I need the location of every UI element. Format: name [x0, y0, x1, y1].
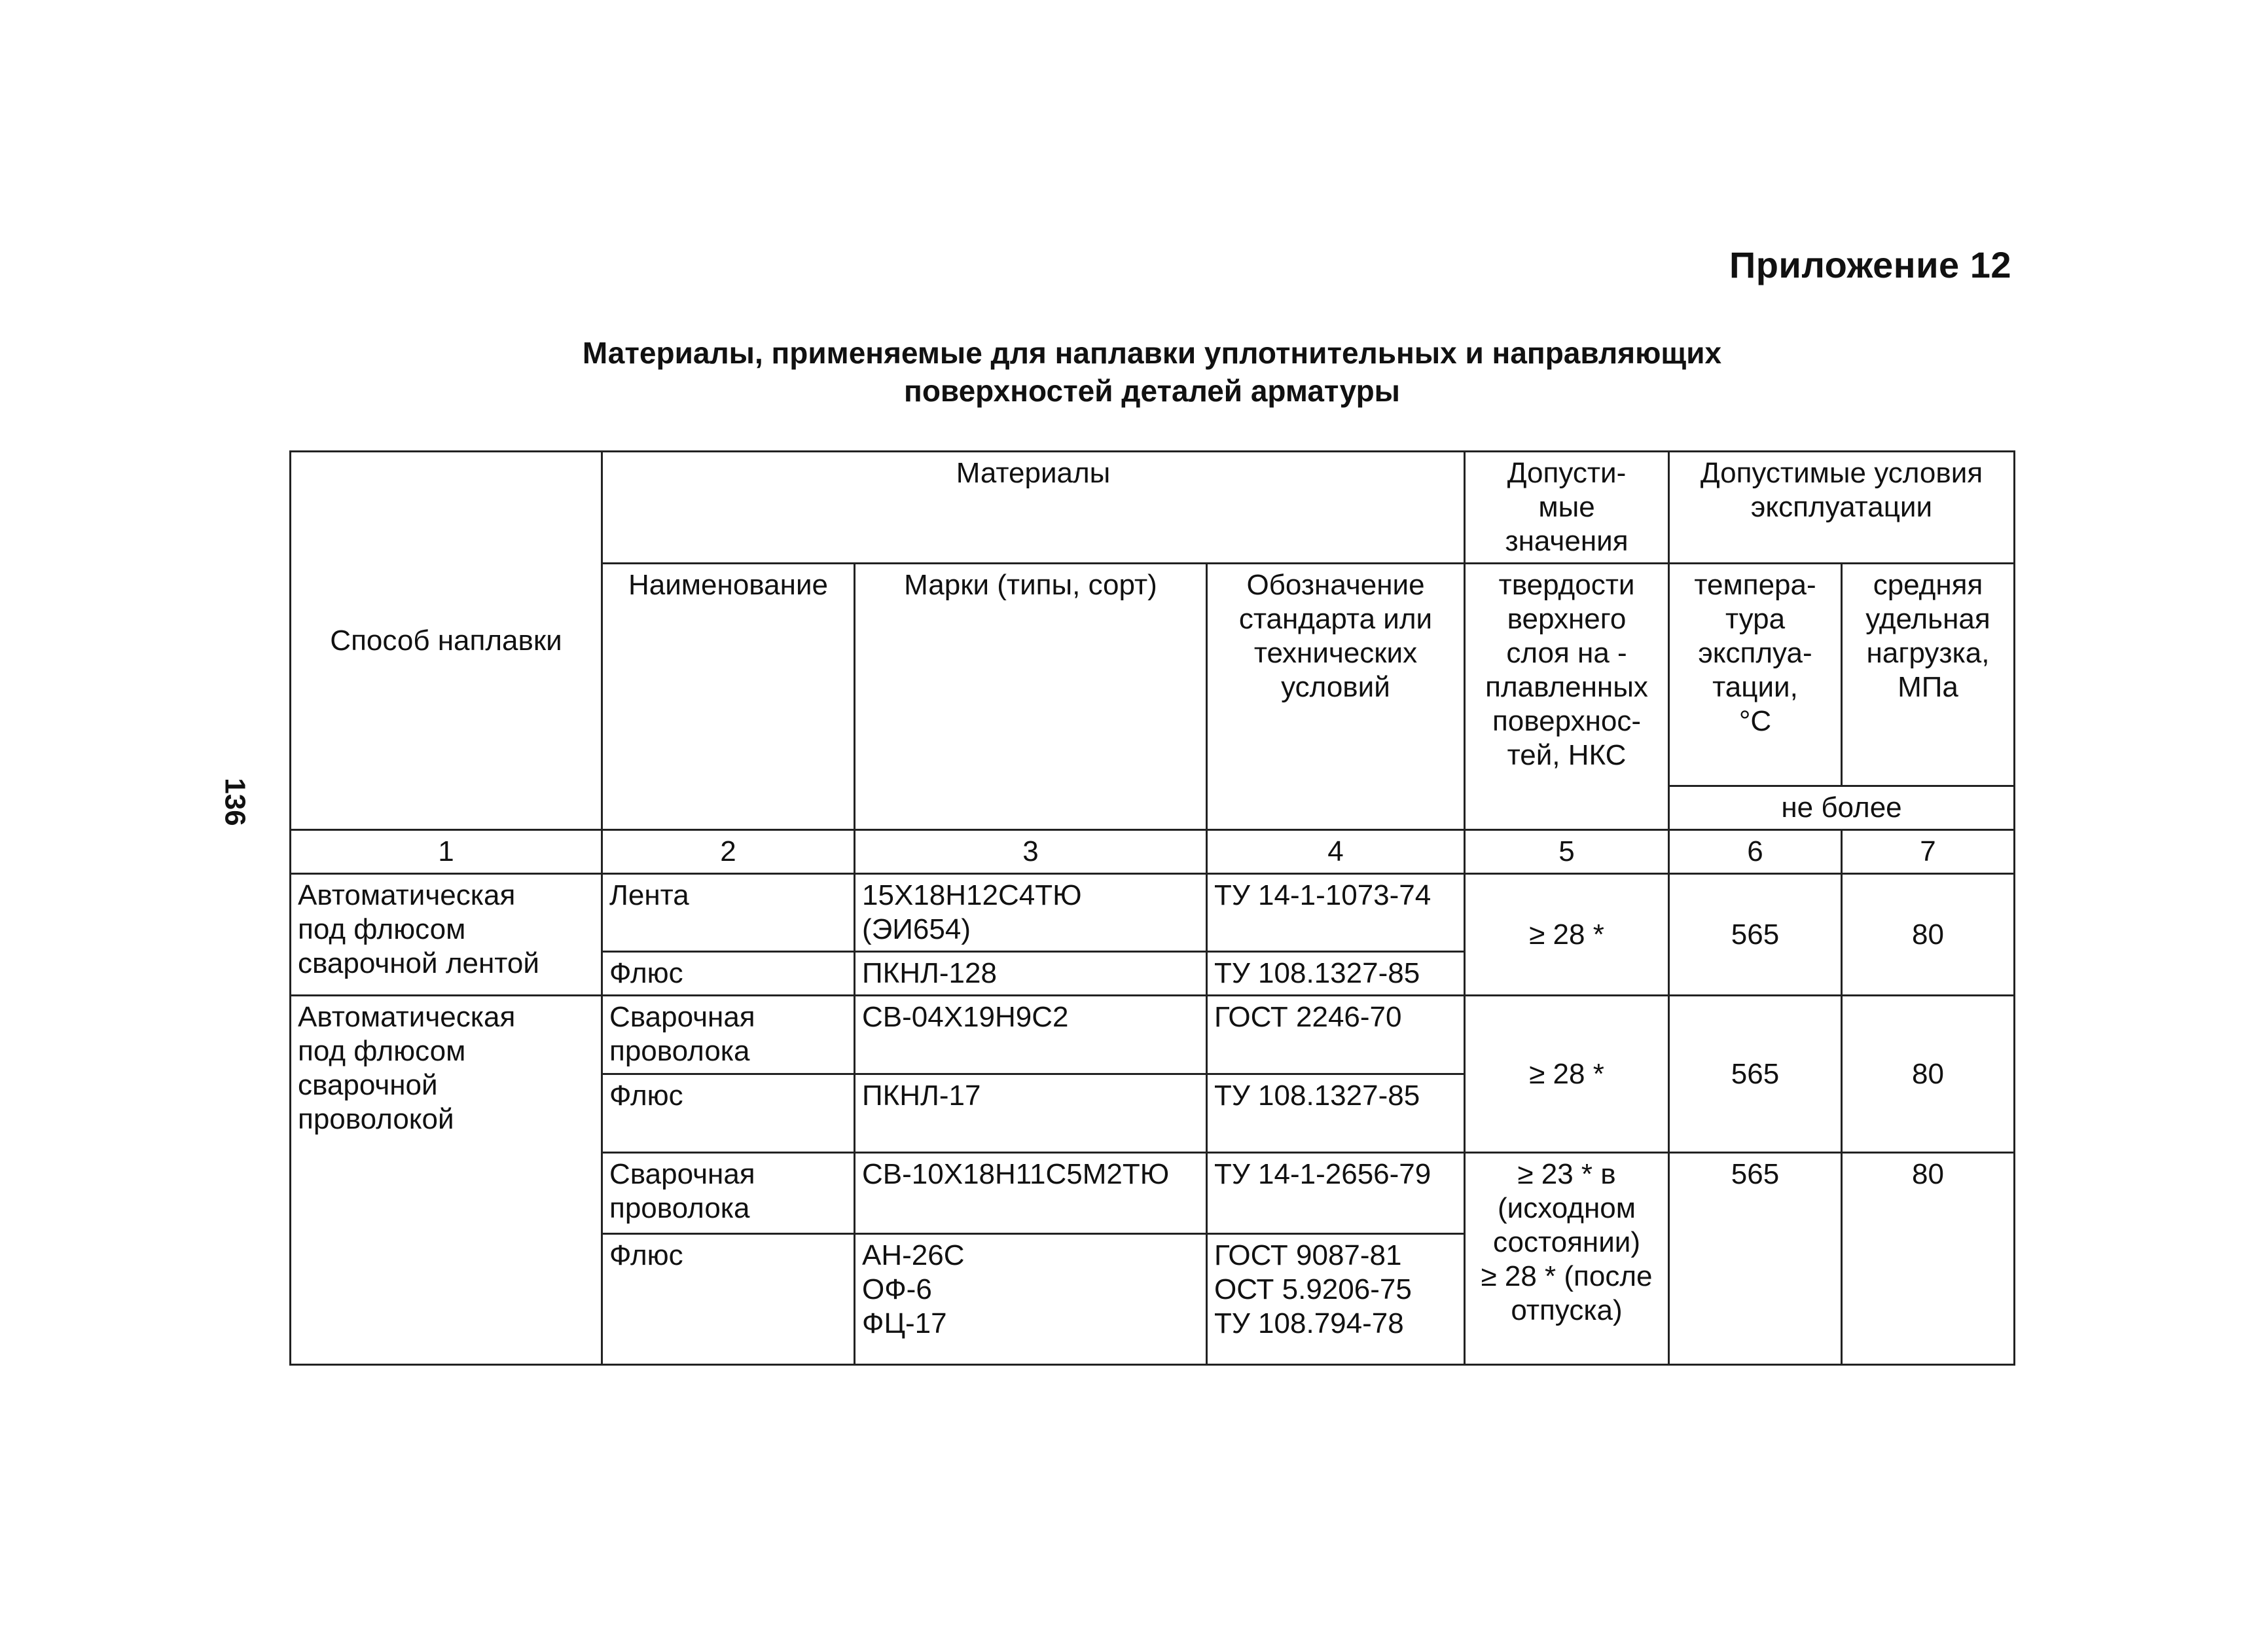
header-conditions: Допустимые условия эксплуатации	[1669, 452, 2015, 564]
hardness-cell: ≥ 28 *	[1465, 874, 1669, 996]
appendix-label: Приложение 12	[1729, 244, 2011, 285]
column-number: 7	[1842, 830, 2015, 874]
column-number: 3	[855, 830, 1207, 874]
load-cell: 80	[1842, 996, 2015, 1153]
material-grade-cell: 15Х18Н12С4ТЮ (ЭИ654)	[855, 874, 1207, 952]
header-method: Способ наплавки	[291, 452, 602, 830]
header-hardness-sub: твердости верхнего слоя на - плавленных поверхнос- тей, НКС	[1465, 564, 1669, 830]
material-grade-cell: ПКНЛ-128	[855, 952, 1207, 996]
standard-cell: ГОСТ 9087-81 ОСТ 5.9206-75 ТУ 108.794-78	[1207, 1234, 1465, 1365]
header-hardness-top: Допусти- мые значения	[1465, 452, 1669, 564]
title-line-2: поверхностей деталей арматуры	[904, 374, 1400, 408]
header-not-more: не более	[1669, 786, 2015, 830]
hardness-cell: ≥ 28 *	[1465, 996, 1669, 1153]
column-number: 4	[1207, 830, 1465, 874]
title-line-1: Материалы, применяемые для наплавки уплотнительных и направляющих	[582, 336, 1722, 370]
material-name-cell: Лента	[602, 874, 855, 952]
header-standard: Обозначение стандарта или технических условий	[1207, 564, 1465, 830]
material-name-cell: Флюс	[602, 1234, 855, 1365]
standard-cell: ТУ 108.1327-85	[1207, 952, 1465, 996]
standard-cell: ТУ 14-1-1073-74	[1207, 874, 1465, 952]
column-number: 6	[1669, 830, 1842, 874]
material-grade-cell: СВ-04Х19Н9С2	[855, 996, 1207, 1074]
material-grade-cell: АН-26С ОФ-6 ФЦ-17	[855, 1234, 1207, 1365]
load-cell: 80	[1842, 874, 2015, 996]
standard-cell: ТУ 108.1327-85	[1207, 1074, 1465, 1153]
hardness-cell: ≥ 23 * в (исходном состоянии) ≥ 28 * (после отпуска)	[1465, 1153, 1669, 1365]
temperature-cell: 565	[1669, 1153, 1842, 1365]
table-row	[291, 996, 2015, 1074]
temperature-cell: 565	[1669, 874, 1842, 996]
header-grades: Марки (типы, сорт)	[855, 564, 1207, 830]
document-title	[393, 334, 1911, 410]
column-number: 2	[602, 830, 855, 874]
method-cell: Автоматическая под флюсом сварочной лентой	[291, 874, 602, 996]
material-grade-cell: СВ-10Х18Н11С5М2ТЮ	[855, 1153, 1207, 1234]
header-pressure: средняя удельная нагрузка, МПа	[1842, 564, 2015, 786]
material-name-cell: Флюс	[602, 952, 855, 996]
column-number: 1	[291, 830, 602, 874]
page-number: 136	[219, 778, 251, 826]
load-cell: 80	[1842, 1153, 2015, 1365]
material-grade-cell: ПКНЛ-17	[855, 1074, 1207, 1153]
header-temperature: темпера- тура эксплуа- тации, °С	[1669, 564, 1842, 786]
column-numbers-row	[291, 830, 2015, 874]
standard-cell: ТУ 14-1-2656-79	[1207, 1153, 1465, 1234]
standard-cell: ГОСТ 2246-70	[1207, 996, 1465, 1074]
header-name: Наименование	[602, 564, 855, 830]
column-number: 5	[1465, 830, 1669, 874]
material-name-cell: Сварочная проволока	[602, 996, 855, 1074]
material-name-cell: Флюс	[602, 1074, 855, 1153]
materials-table	[289, 450, 2015, 1366]
header-materials: Материалы	[602, 452, 1465, 564]
method-cell: Автоматическая под флюсом сварочной проволокой	[291, 996, 602, 1365]
header-row-1	[291, 452, 2015, 564]
temperature-cell: 565	[1669, 996, 1842, 1153]
material-name-cell: Сварочная проволока	[602, 1153, 855, 1234]
table-row	[291, 874, 2015, 952]
